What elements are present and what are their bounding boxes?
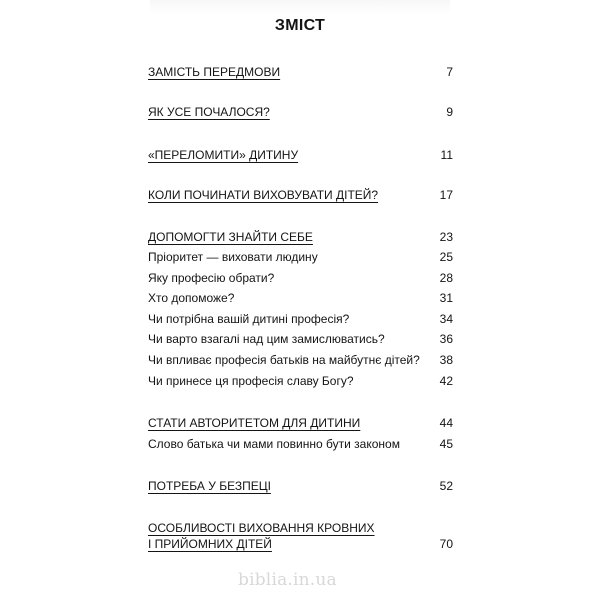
toc-entry-main: [148, 64, 453, 80]
toc-entry-main: [148, 520, 453, 552]
toc-entry-main: [148, 104, 453, 120]
toc-entry-main: [148, 415, 453, 431]
toc-entry-main: [148, 478, 453, 494]
toc-entry-main: [148, 229, 453, 245]
toc-entry-sub: [148, 436, 453, 452]
toc-page-number: 70: [439, 537, 453, 551]
toc-entry-sub: [148, 249, 453, 265]
toc-page-number: 9: [446, 105, 453, 119]
scan-smudge: [150, 0, 450, 14]
toc-entry-label: Пріоритет — виховати людину: [148, 250, 318, 264]
toc-page-number: 45: [439, 437, 453, 451]
toc-entry-main: [148, 187, 453, 203]
toc-page-number: 34: [439, 312, 453, 326]
toc-page-number: 25: [439, 250, 453, 264]
toc-entry-label-continued: І ПРИЙОМНИХ ДІТЕЙ: [148, 537, 272, 551]
toc-entry-main: [148, 147, 453, 163]
toc-entry-label: КОЛИ ПОЧИНАТИ ВИХОВУВАТИ ДІТЕЙ?: [148, 188, 379, 202]
toc-entry-label: ДОПОМОГТИ ЗНАЙТИ СЕБЕ: [148, 230, 313, 244]
toc-entry-label: ЯК УСЕ ПОЧАЛОСЯ?: [148, 105, 270, 119]
toc-entry-label: Чи варто взагалі над цим замислюватись?: [148, 332, 385, 346]
toc-entry-label: ПОТРЕБА У БЕЗПЕЦІ: [148, 479, 271, 493]
toc-entry-label: Чи принесе ця професія славу Богу?: [148, 374, 354, 388]
toc-page-number: 44: [439, 416, 453, 430]
toc-entry-label: Яку професію обрати?: [148, 271, 275, 285]
toc-page-number: 31: [439, 291, 453, 305]
toc-entry-sub: [148, 290, 453, 306]
toc-page-number: 23: [439, 230, 453, 244]
toc-entry-sub: [148, 331, 453, 347]
page-title: ЗМІСТ: [274, 17, 326, 34]
toc-entry-label: «ПЕРЕЛОМИТИ» ДИТИНУ: [148, 148, 299, 162]
toc-entry-sub: [148, 352, 453, 368]
toc-entry-sub: [148, 311, 453, 327]
toc-page-number: 52: [439, 479, 453, 493]
toc-page-number: 17: [439, 188, 453, 202]
toc-page-number: 28: [439, 271, 453, 285]
toc-entry-sub: [148, 270, 453, 286]
toc-page-number: 11: [440, 148, 453, 162]
toc-entry-label: ЗАМІСТЬ ПЕРЕДМОВИ: [148, 65, 281, 79]
toc-entry-label: Чи впливає професія батьків на майбутнє дітей?: [148, 353, 420, 367]
toc-page-number: 36: [439, 332, 453, 346]
toc-entry-label: Слово батька чи мами повинно бути законом: [148, 437, 400, 451]
site-watermark: biblia.in.ua: [238, 570, 337, 590]
toc-entry-sub: [148, 373, 453, 389]
toc-entry-label: ОСОБЛИВОСТІ ВИХОВАННЯ КРОВНИХ: [148, 521, 375, 535]
toc-entry-label: СТАТИ АВТОРИТЕТОМ ДЛЯ ДИТИНИ: [148, 416, 361, 430]
toc-page-number: 38: [439, 353, 453, 367]
toc-entry-label: Хто допоможе?: [148, 291, 235, 305]
toc-page-number: 42: [439, 374, 453, 388]
toc-page-number: 7: [446, 65, 453, 79]
toc-entry-label: Чи потрібна вашій дитині професія?: [148, 312, 350, 326]
